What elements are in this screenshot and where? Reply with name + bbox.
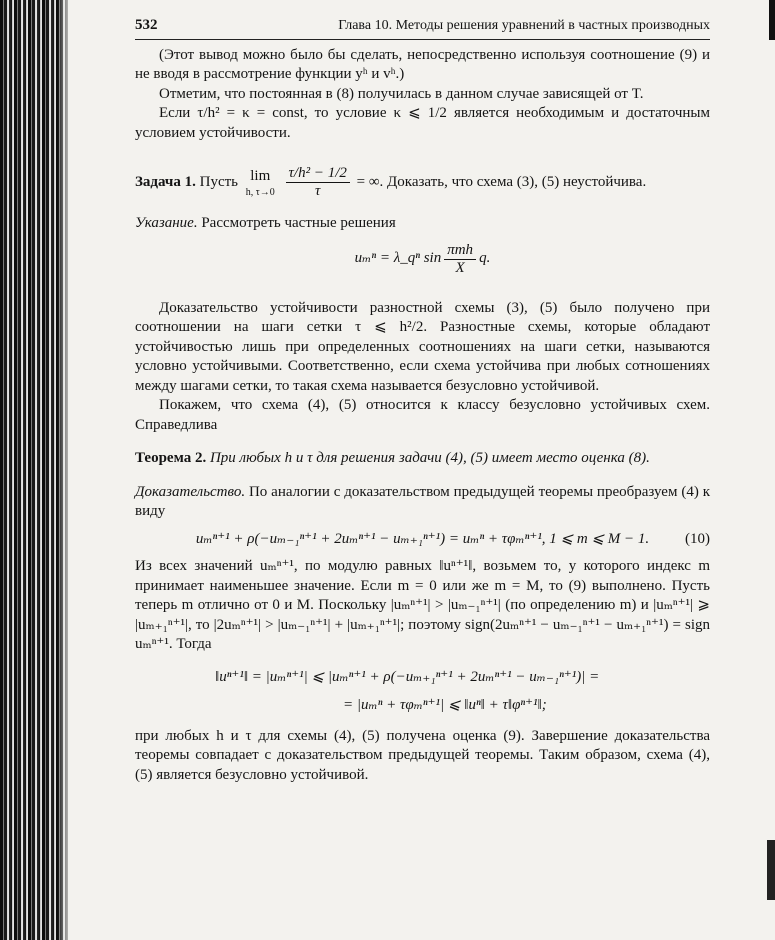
formula-rhs: q. bbox=[479, 250, 491, 267]
hint bbox=[135, 214, 710, 234]
equation-formula: uₘⁿ⁺¹ + ρ(−uₘ₋₁ⁿ⁺¹ + 2uₘⁿ⁺¹ − uₘ₊₁ⁿ⁺¹) = uₘⁿ + τφₘⁿ⁺¹, 1 ⩽ m ⩽ M − 1. bbox=[195, 530, 650, 547]
equation-number: (10) bbox=[685, 530, 710, 547]
limit-fraction bbox=[286, 165, 350, 200]
task-post: = ∞. Доказать, что схема (3), (5) неустойчива. bbox=[356, 173, 647, 190]
limit-symbol: lim bbox=[250, 168, 271, 185]
paragraph-proof-body: Из всех значений uₘⁿ⁺¹, по модулю равных ‖uⁿ⁺¹‖, возьмем то, у которого индекс m принимает наименьшее значение. Если m = 0 или же m = M, то (9) выполнено. Пусть теперь m отлично от 0 и M. Поскольку |uₘⁿ⁺¹| > |uₘ₋₁ⁿ⁺¹| (по определению m) и |uₘⁿ⁺¹| ⩾ |uₘ₊₁ⁿ⁺¹|, то |2uₘⁿ⁺¹| > |uₘ₋₁ⁿ⁺¹| + |uₘ₊₁ⁿ⁺¹|; поэтому sign(2uₘⁿ⁺¹ − uₘ₋₁ⁿ⁺¹ − uₘ₊₁ⁿ⁺¹) = sign uₘⁿ⁺¹. Тогда bbox=[135, 558, 710, 652]
display-line-1: ‖uⁿ⁺¹‖ = |uₘⁿ⁺¹| ⩽ |uₘⁿ⁺¹ + ρ(−uₘ₊₁ⁿ⁺¹ + 2uₘⁿ⁺¹ − uₘ₋₁ⁿ⁺¹)| = bbox=[215, 668, 600, 685]
theorem-2 bbox=[135, 449, 710, 469]
display-line-2: = |uₘⁿ + τφₘⁿ⁺¹| ⩽ ‖uⁿ‖ + τ‖φⁿ⁺¹‖; bbox=[343, 696, 547, 713]
formula-fraction bbox=[444, 242, 476, 277]
proof-text: По аналогии с доказательством предыдущей теоремы преобразуем (4) к виду bbox=[135, 483, 710, 519]
theorem-label: Теорема 2. bbox=[135, 450, 207, 466]
scan-edge-mark-bottom bbox=[767, 840, 775, 900]
limit-subscript: h, τ→0 bbox=[245, 186, 275, 198]
fraction-denominator: τ bbox=[315, 183, 321, 199]
paragraph-stability: Доказательство устойчивости разностной схемы (3), (5) было получено при соотношении на шаги сетки τ ⩽ h²/2. Разностные схемы, которые обладают устойчивостью лишь при определенных соотношениях на шаги сетки, называются условно устойчивыми. Соответственно, если схема устойчива при любых сотношениях между шагами сетки, то такая схема называется безусловно устойчивой. bbox=[135, 299, 710, 394]
formula-denominator: X bbox=[455, 259, 465, 276]
page-number: 532 bbox=[135, 17, 158, 33]
paragraph-remark: (Этот вывод можно было бы сделать, непосредственно используя соотношение (9) и не вводя в рассмотрение функции yʰ и vʰ.) bbox=[135, 46, 710, 82]
hint-label: Указание. bbox=[135, 215, 198, 231]
task-label: Задача 1. bbox=[135, 173, 196, 190]
paragraph-condition: Если τ/h² = κ = const, то условие κ ⩽ 1/2 является необходимым и достаточным условием устойчивости. bbox=[135, 105, 710, 141]
binding-fade bbox=[58, 0, 72, 940]
page-content bbox=[135, 16, 710, 785]
task-pre: Пусть bbox=[199, 173, 239, 190]
paragraph-note: Отметим, что постоянная в (8) получилась в данном случае зависящей от T. bbox=[159, 85, 644, 102]
formula-lhs: uₘⁿ = λ_qⁿ sin bbox=[354, 250, 442, 267]
equation-10 bbox=[135, 530, 710, 550]
hint-formula bbox=[135, 242, 710, 277]
limit-expression bbox=[246, 167, 275, 198]
formula-numerator: πmh bbox=[444, 242, 476, 260]
scan-edge-mark bbox=[769, 0, 775, 40]
hint-text: Рассмотреть частные решения bbox=[201, 215, 396, 231]
theorem-text: При любых h и τ для решения задачи (4), (5) имеет место оценка (8). bbox=[209, 450, 650, 466]
task-1 bbox=[135, 165, 710, 200]
paragraph-conclusion: при любых h и τ для схемы (4), (5) получена оценка (9). Завершение доказательства теоремы совпадает с доказательством предыдущей теоремы. Таким образом, схема (4), (5) является безусловно устойчивой. bbox=[135, 727, 710, 783]
running-header bbox=[135, 16, 710, 40]
fraction-numerator: τ/h² − 1/2 bbox=[286, 165, 350, 183]
proof-label: Доказательство. bbox=[135, 483, 246, 500]
proof bbox=[135, 483, 710, 522]
display-inequality bbox=[215, 663, 710, 719]
chapter-title: Глава 10. Методы решения уравнений в частных производных bbox=[338, 18, 710, 33]
paragraph-show: Покажем, что схема (4), (5) относится к классу безусловно устойчивых схем. Справедлива bbox=[135, 397, 710, 433]
